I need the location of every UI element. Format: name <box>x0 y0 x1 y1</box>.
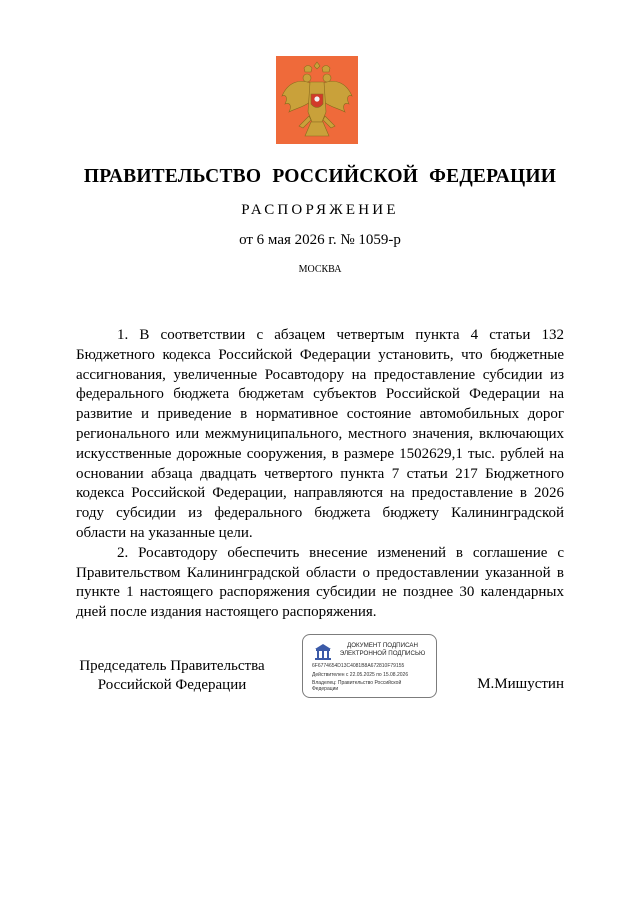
signatory-position <box>72 657 272 695</box>
stamp-title-line2: ЭЛЕКТРОННОЙ ПОДПИСЬЮ <box>339 650 426 657</box>
government-title: ПРАВИТЕЛЬСТВО РОССИЙСКОЙ ФЕДЕРАЦИИ <box>83 166 557 187</box>
signatory-position-line1: Председатель Правительства <box>79 658 265 674</box>
document-date-number: от 6 мая 2026 г. № 1059-р <box>239 232 401 248</box>
document-city: МОСКВА <box>298 264 342 275</box>
stamp-owner-line1: Владелец: Правительство Российской <box>312 680 402 686</box>
coat-of-arms-icon <box>276 56 358 144</box>
signatory-name: М.Мишустин <box>477 676 564 692</box>
stamp-title <box>333 642 432 658</box>
paragraph-2: 2. Росавтодору обеспечить внесение изменений в соглашение с Правительством Калининградской области о предоставлении указанной в пункте 1 настоящего распоряжения субсидии не позднее 30 календарных дней после издания настоящего распоряжения. <box>76 544 564 621</box>
stamp-validity: Действителен с 22.05.2025 по 15.08.2026 <box>312 672 409 678</box>
stamp-serial: 6F6774654D13C4081B8A672810F79155 <box>312 663 405 669</box>
electronic-signature-stamp <box>302 634 437 698</box>
document-body <box>76 326 564 623</box>
document-type: РАСПОРЯЖЕНИЕ <box>241 202 399 218</box>
stamp-title-line1: ДОКУМЕНТ ПОДПИСАН <box>347 642 418 649</box>
building-icon <box>312 642 334 662</box>
paragraph-1: 1. В соответствии с абзацем четвертым пункта 4 статьи 132 Бюджетного кодекса Российской Федерации установить, что бюджетные ассигнования, увеличенные Росавтодору на предоставление субсидии из федерального бюджета бюджетам субъектов Российской Федерации на развитие и приведение в нормативное состояние автомобильных дорог регионального или межмуниципального, местного значения, включающих искусственные дорожные сооружения, в размере 1502629,1 тыс. рублей на основании абзаца двадцать четвертого пункта 7 статьи 217 Бюджетного кодекса Российской Федерации, направляются на предоставление в 2026 году субсидии из федерального бюджета бюджету Калининградской области на указанные цели. <box>76 327 564 541</box>
stamp-owner-line2: Федерации <box>312 686 339 692</box>
signatory-position-line2: Российской Федерации <box>97 677 247 693</box>
